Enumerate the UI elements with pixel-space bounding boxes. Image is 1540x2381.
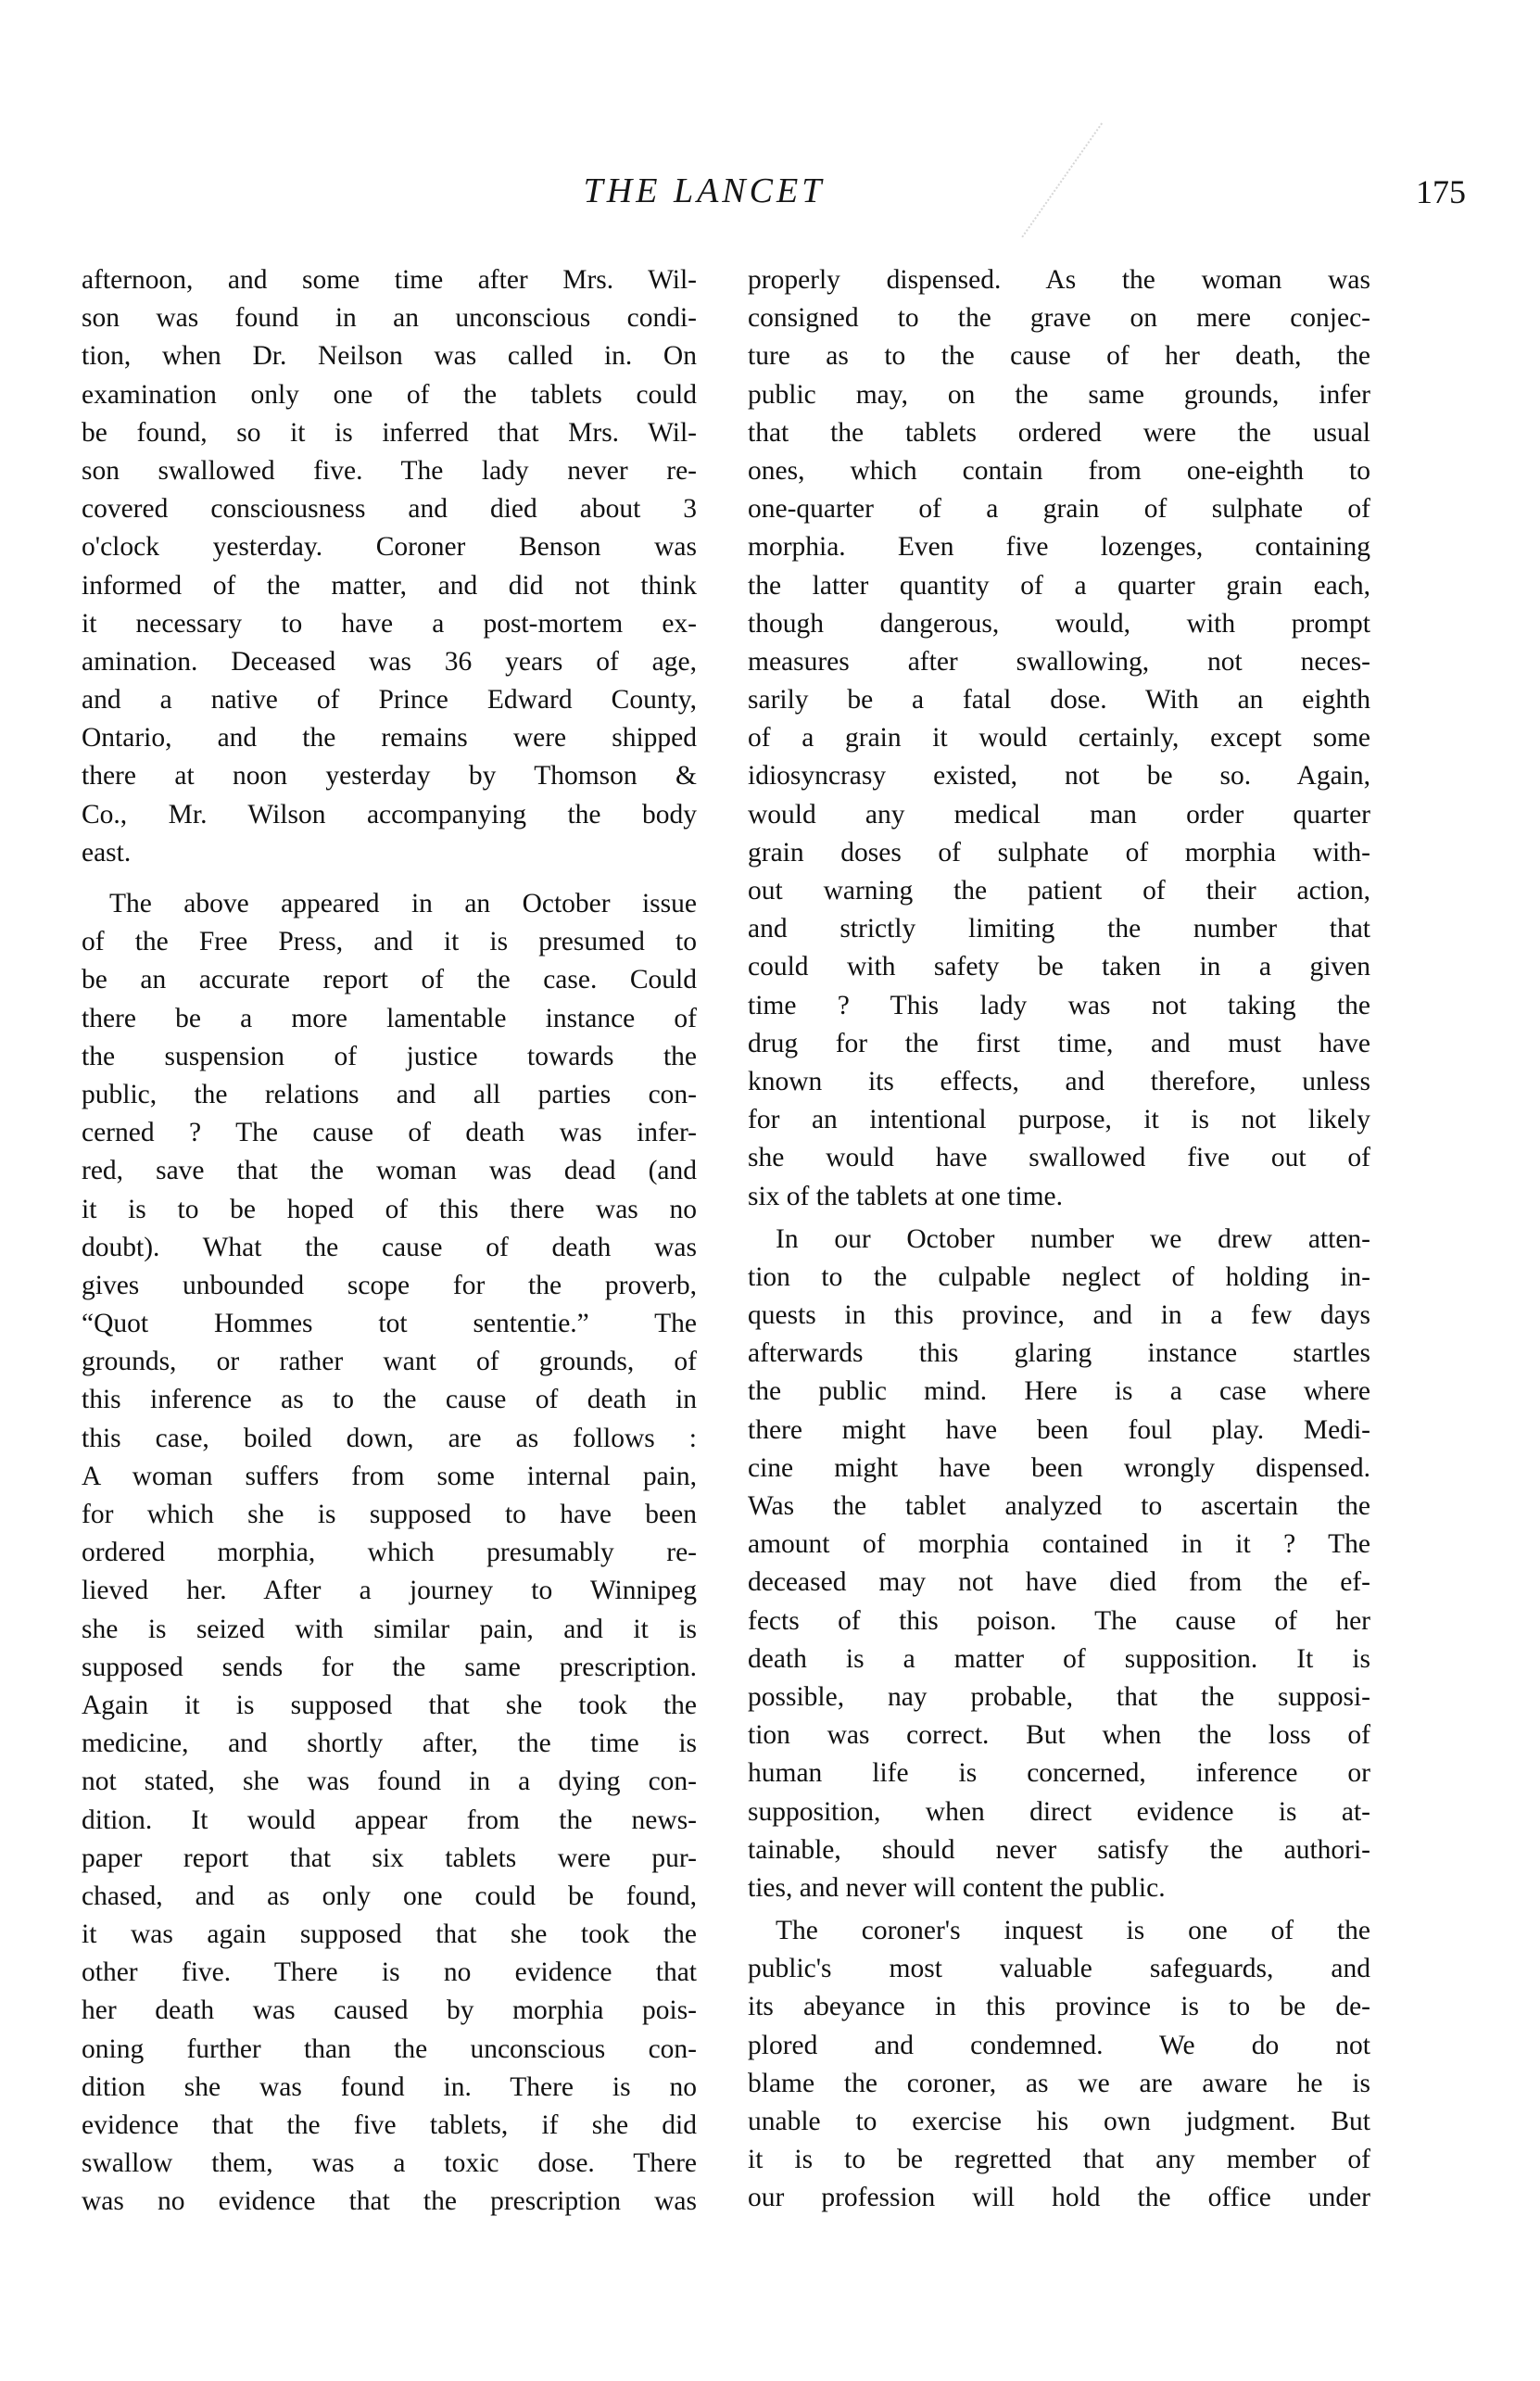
running-head-title: THE LANCET (583, 171, 826, 210)
text-line: dition she was found in. There is no (82, 2071, 697, 2102)
text-line: A woman suffers from some internal pain, (82, 1461, 697, 1491)
text-line: possible, nay probable, that the supposi- (748, 1681, 1370, 1712)
text-line: was no evidence that the prescription was (82, 2186, 697, 2217)
text-line: In our October number we drew atten- (776, 1223, 1370, 1254)
text-line: for which she is supposed to have been (82, 1500, 697, 1529)
text-line: public may, on the same grounds, infer (748, 379, 1370, 410)
text-line: be an accurate report of the case. Could (82, 965, 697, 995)
text-column-left (82, 261, 697, 2222)
text-line: fects of this poison. The cause of her (748, 1605, 1370, 1636)
text-line: deceased may not have died from the ef- (748, 1567, 1370, 1598)
text-line: dition. It would appear from the news- (82, 1805, 697, 1835)
text-line: cerned ? The cause of death was infer- (82, 1118, 697, 1148)
text-line: tion to the culpable neglect of holding in- (748, 1261, 1370, 1292)
text-line: son was found in an unconscious condi- (82, 303, 697, 334)
text-line: one-quarter of a grain of sulphate of (748, 494, 1370, 525)
text-line: be found, so it is inferred that Mrs. Wil- (82, 417, 697, 448)
text-line: not stated, she was found in a dying con- (82, 1767, 697, 1797)
text-line: public, the relations and all parties con- (82, 1079, 697, 1109)
text-line: informed of the matter, and did not think (82, 570, 697, 601)
text-line: though dangerous, would, with prompt (748, 608, 1370, 639)
text-line: it is to be hoped of this there was no (82, 1194, 697, 1224)
text-line: red, save that the woman was dead (and (82, 1156, 697, 1186)
text-line: measures after swallowing, not neces- (748, 646, 1370, 677)
text-line: there at noon yesterday by Thomson & (82, 761, 697, 792)
paragraph (748, 261, 1370, 1216)
text-line: doubt). What the cause of death was (82, 1232, 697, 1262)
text-line: our profession will hold the office under (748, 2183, 1370, 2213)
text-line: of the Free Press, and it is presumed to (82, 927, 697, 957)
text-line: oning further than the unconscious con- (82, 2033, 697, 2064)
text-line: “Quot Hommes tot sententie.” The (82, 1309, 697, 1339)
text-line: it is to be regretted that any member of (748, 2145, 1370, 2175)
text-line: it was again supposed that she took the (82, 1919, 697, 1950)
text-line: death is a matter of supposition. It is (748, 1643, 1370, 1674)
text-line: paper report that six tablets were pur- (82, 1843, 697, 1873)
text-line: Ontario, and the remains were shipped (82, 723, 697, 754)
text-line: ordered morphia, which presumably re- (82, 1538, 697, 1568)
text-line: there be a more lamentable instance of (82, 1003, 697, 1033)
text-line: the public mind. Here is a case where (748, 1376, 1370, 1407)
text-line: plored and condemned. We do not (748, 2030, 1370, 2060)
text-line: ties, and never will content the public. (748, 1872, 1166, 1903)
text-line: quests in this province, and in a few days (748, 1300, 1370, 1331)
text-line: the suspension of justice towards the (82, 1041, 697, 1071)
paragraph (748, 1912, 1370, 2218)
text-line: out warning the patient of their action, (748, 876, 1370, 906)
text-line: son swallowed five. The lady never re- (82, 455, 697, 486)
text-line: ones, which contain from one-eighth to (748, 455, 1370, 486)
text-line: she is seized with similar pain, and it is (82, 1614, 697, 1644)
text-line: this case, boiled down, are as follows : (82, 1423, 697, 1453)
text-line: and a native of Prince Edward County, (82, 685, 697, 716)
text-line: known its effects, and therefore, unless (748, 1066, 1370, 1096)
text-line: of a grain it would certainly, except some (748, 723, 1370, 754)
text-line: afterwards this glaring instance startles (748, 1338, 1370, 1369)
text-line: the latter quantity of a quarter grain each, (748, 570, 1370, 601)
text-line: supposed sends for the same prescription. (82, 1652, 697, 1682)
text-line: swallow them, was a toxic dose. There (82, 2148, 697, 2179)
text-line: there might have been foul play. Medi- (748, 1414, 1370, 1445)
text-line: examination only one of the tablets could (82, 379, 697, 410)
text-line: unable to exercise his own judgment. But (748, 2107, 1370, 2136)
text-line: idiosyncrasy existed, not be so. Again, (748, 761, 1370, 792)
text-line: drug for the first time, and must have (748, 1028, 1370, 1058)
text-line: she would have swallowed five out of (748, 1143, 1370, 1173)
text-line: morphia. Even five lozenges, containing (748, 532, 1370, 563)
text-line: her death was caused by morphia pois- (82, 1995, 697, 2026)
text-line: six of the tablets at one time. (748, 1181, 1063, 1211)
text-line: could with safety be taken in a given (748, 952, 1370, 982)
page-number: 175 (1416, 173, 1466, 210)
text-line: The coroner's inquest is one of the (776, 1916, 1370, 1946)
text-line: tion, when Dr. Neilson was called in. On (82, 341, 697, 372)
text-line: public's most valuable safeguards, and (748, 1954, 1370, 1984)
text-line: it necessary to have a post-mortem ex- (82, 608, 697, 639)
text-line: amination. Deceased was 36 years of age, (82, 646, 697, 677)
text-line: other five. There is no evidence that (82, 1957, 697, 1988)
text-line: grounds, or rather want of grounds, of (82, 1347, 697, 1377)
text-line: covered consciousness and died about 3 (82, 494, 697, 525)
text-line: would any medical man order quarter (748, 799, 1370, 830)
text-line: amount of morphia contained in it ? The (748, 1529, 1370, 1560)
paragraph (82, 261, 697, 872)
text-line: Again it is supposed that she took the (82, 1690, 697, 1720)
text-line: grain doses of sulphate of morphia with- (748, 837, 1370, 868)
text-line: and strictly limiting the number that (748, 914, 1370, 944)
text-line: blame the coroner, as we are aware he is (748, 2068, 1370, 2098)
text-line: evidence that the five tablets, if she did (82, 2110, 697, 2140)
text-line: o'clock yesterday. Coroner Benson was (82, 532, 697, 563)
text-line: properly dispensed. As the woman was (748, 265, 1370, 295)
text-line: consigned to the grave on mere conjec- (748, 303, 1370, 334)
scan-artifact-streak (1021, 122, 1104, 238)
text-line: medicine, and shortly after, the time is (82, 1729, 697, 1759)
text-line: time ? This lady was not taking the (748, 990, 1370, 1020)
text-line: for an intentional purpose, it is not likely (748, 1105, 1370, 1135)
text-line: tainable, should never satisfy the authori- (748, 1834, 1370, 1865)
text-line: ture as to the cause of her death, the (748, 341, 1370, 372)
text-line: gives unbounded scope for the proverb, (82, 1270, 697, 1300)
text-line: sarily be a fatal dose. With an eighth (748, 685, 1370, 716)
text-line: cine might have been wrongly dispensed. (748, 1452, 1370, 1483)
text-line: lieved her. After a journey to Winnipeg (82, 1576, 697, 1606)
text-line: Was the tablet analyzed to ascertain the (748, 1491, 1370, 1521)
text-line: supposition, when direct evidence is at- (748, 1796, 1370, 1827)
text-column-right (748, 261, 1370, 2218)
text-line: human life is concerned, inference or (748, 1758, 1370, 1789)
text-line: that the tablets ordered were the usual (748, 417, 1370, 448)
text-line: tion was correct. But when the loss of (748, 1720, 1370, 1751)
text-line: chased, and as only one could be found, (82, 1881, 697, 1911)
text-line: its abeyance in this province is to be de- (748, 1992, 1370, 2022)
paragraph (82, 885, 697, 2222)
text-line: Co., Mr. Wilson accompanying the body (82, 799, 697, 830)
paragraph (748, 1221, 1370, 1907)
text-line: afternoon, and some time after Mrs. Wil- (82, 265, 697, 295)
text-line: this inference as to the cause of death in (82, 1385, 697, 1415)
text-line: east. (82, 837, 132, 868)
text-line: The above appeared in an October issue (109, 889, 697, 918)
